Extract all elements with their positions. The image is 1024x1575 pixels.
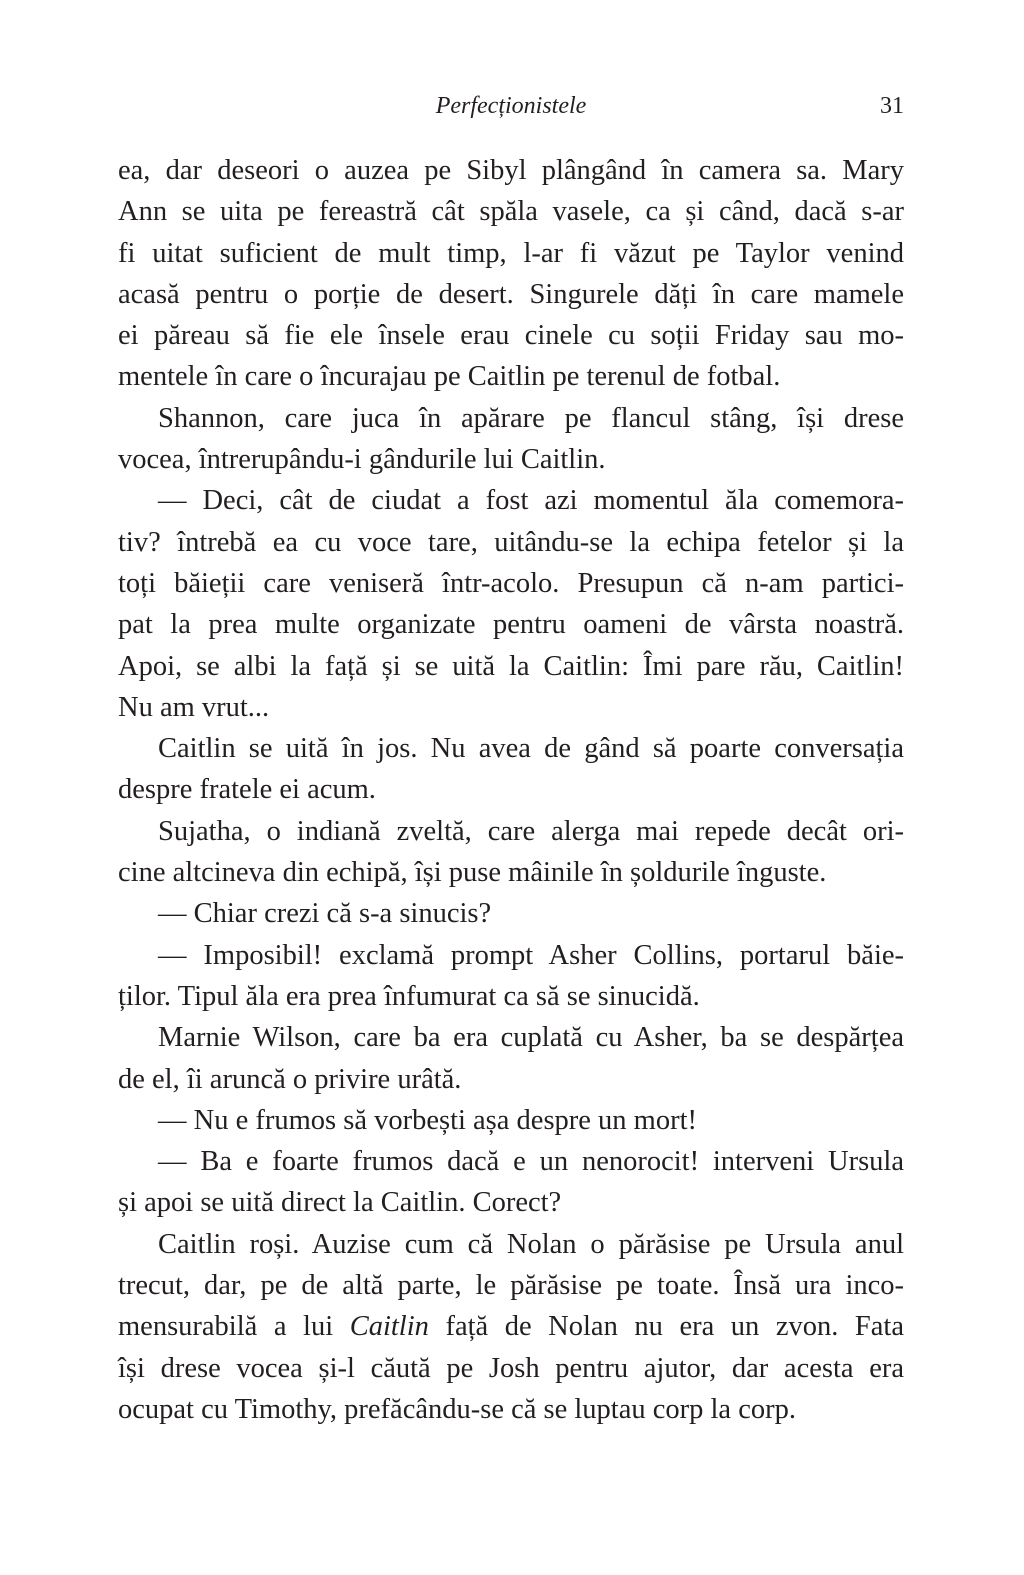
text-line: ocupat cu Timothy, prefăcându-se că se luptau corp la corp.: [118, 1393, 796, 1425]
dialogue-line: — Imposibil! exclamă prompt Asher Collins, portarul băie-: [158, 939, 904, 971]
text-line: ea, dar deseori o auzea pe Sibyl plângând în camera sa. Mary: [118, 155, 904, 186]
dialogue-line: — Nu e frumos să vorbești așa despre un mort!: [158, 1104, 697, 1136]
text-line: de el, îi aruncă o privire urâtă.: [118, 1063, 462, 1095]
text-line: Nu am vrut...: [118, 691, 270, 723]
text-segment: față de Nolan nu era un zvon. Fata: [428, 1311, 904, 1343]
running-header: [118, 88, 904, 128]
text-line: Caitlin se uită în jos. Nu avea de gând să poarte conversația: [158, 733, 904, 765]
dialogue-line: — Chiar crezi că s-a sinucis?: [158, 898, 492, 930]
text-line: [118, 1306, 904, 1347]
text-line: își drese vocea și-l căută pe Josh pentru ajutor, dar acesta era: [118, 1352, 904, 1384]
text-line: Marnie Wilson, care ba era cuplată cu Asher, ba se despărțea: [158, 1022, 904, 1054]
text-segment: mensurabilă a lui: [118, 1311, 350, 1343]
body-text: [118, 150, 904, 1430]
text-line: pat la prea multe organizate pentru oameni de vârsta noastră.: [118, 609, 904, 641]
text-line: Caitlin roși. Auzise cum că Nolan o părăsise pe Ursula anul: [158, 1228, 904, 1260]
text-line: Ann se uita pe fereastră cât spăla vasele, ca și când, dacă s-ar: [118, 196, 904, 228]
text-line: și apoi se uită direct la Caitlin. Corect?: [118, 1187, 562, 1219]
text-line: Apoi, se albi la față și se uită la Caitlin: Îmi pare rău, Caitlin!: [118, 650, 904, 682]
page-number: 31: [880, 93, 904, 119]
text-line: trecut, dar, pe de altă parte, le părăsise pe toate. Însă ura inco-: [118, 1270, 904, 1302]
text-line: acasă pentru o porție de desert. Singurele dăți în care mamele: [118, 278, 904, 310]
text-line: tiv? întrebă ea cu voce tare, uitându-se la echipa fetelor și la: [118, 526, 904, 558]
text-line: vocea, întrerupându-i gândurile lui Caitlin.: [118, 444, 606, 476]
dialogue-line: — Deci, cât de ciudat a fost azi momentul ăla comemora-: [158, 485, 904, 517]
text-line: fi uitat suficient de mult timp, l-ar fi văzut pe Taylor venind: [118, 237, 904, 269]
running-title: Perfecționistele: [435, 93, 587, 119]
text-line: mentele în care o încurajau pe Caitlin pe terenul de fotbal.: [118, 361, 781, 393]
emphasis-text: Caitlin: [349, 1311, 429, 1343]
book-page: [118, 0, 904, 1575]
text-line: Shannon, care juca în apărare pe flancul stâng, își drese: [158, 402, 904, 434]
text-line: ților. Tipul ăla era prea înfumurat ca să se sinucidă.: [118, 980, 700, 1012]
text-line: Sujatha, o indiană zveltă, care alerga mai repede decât ori-: [158, 815, 904, 847]
text-line: ei păreau să fie ele însele erau cinele cu soții Friday sau mo-: [118, 320, 904, 352]
text-line: despre fratele ei acum.: [118, 774, 376, 806]
dialogue-line: — Ba e foarte frumos dacă e un nenorocit! interveni Ursula: [158, 1146, 904, 1178]
text-line: cine altcineva din echipă, își puse mâinile în șoldurile înguste.: [118, 857, 827, 889]
text-line: toți băieții care veniseră într-acolo. Presupun că n-am partici-: [118, 567, 904, 599]
